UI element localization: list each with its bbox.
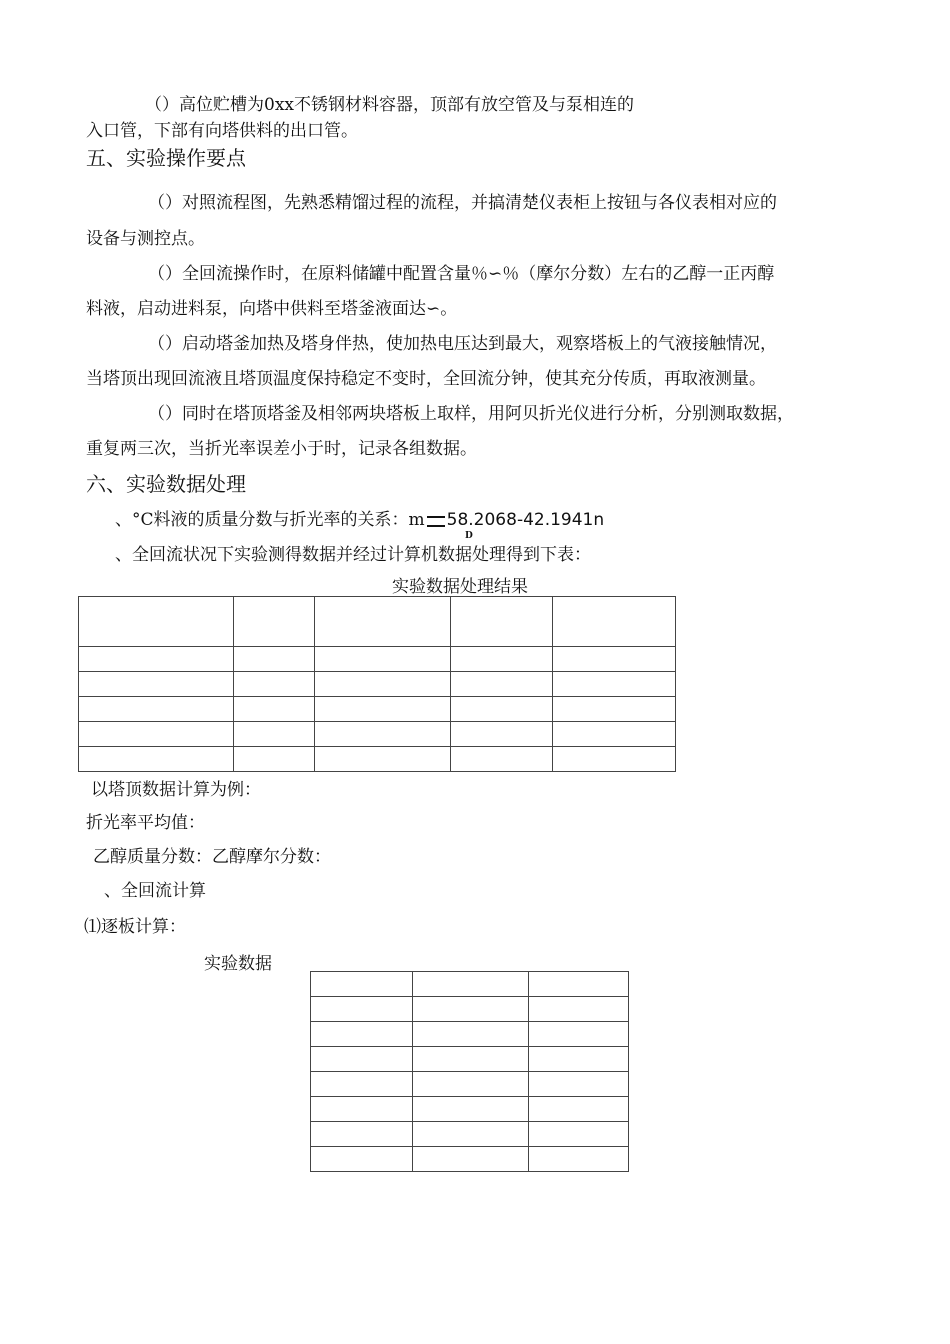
table-row bbox=[311, 1097, 629, 1122]
table-row bbox=[311, 1072, 629, 1097]
table-cell bbox=[311, 1122, 413, 1147]
table-cell bbox=[413, 1097, 529, 1122]
table-cell bbox=[315, 647, 451, 672]
table-cell bbox=[234, 697, 315, 722]
table-cell bbox=[311, 1047, 413, 1072]
table-cell bbox=[311, 997, 413, 1022]
table-cell bbox=[529, 997, 629, 1022]
experiment-data-table bbox=[310, 971, 629, 1172]
formula-prefix: 、°C料液的质量分数与折光率的关系：m bbox=[115, 510, 425, 530]
table-cell bbox=[553, 647, 676, 672]
table-cell bbox=[529, 1097, 629, 1122]
table-row bbox=[79, 597, 676, 647]
table-row bbox=[311, 1022, 629, 1047]
table-cell bbox=[315, 672, 451, 697]
table-cell bbox=[553, 697, 676, 722]
table-cell bbox=[315, 697, 451, 722]
section-heading-6: 六、实验数据处理 bbox=[86, 472, 246, 496]
table-row bbox=[79, 697, 676, 722]
paragraph-4-line-1: （）启动塔釜加热及塔身伴热，使加热电压达到最大，观察塔板上的气液接触情况， bbox=[148, 334, 777, 354]
paragraph-5-line-1: （）同时在塔顶塔釜及相邻两块塔板上取样，用阿贝折光仪进行分析，分别测取数据， bbox=[148, 404, 794, 424]
table-cell bbox=[311, 1147, 413, 1172]
table-cell bbox=[413, 1147, 529, 1172]
table-cell bbox=[234, 647, 315, 672]
table-cell bbox=[451, 747, 553, 772]
table-cell bbox=[413, 1122, 529, 1147]
table-cell bbox=[553, 747, 676, 772]
table-cell bbox=[553, 597, 676, 647]
table-cell bbox=[529, 1147, 629, 1172]
step-1-text: ⑴逐板计算： bbox=[84, 917, 186, 937]
table-cell bbox=[234, 597, 315, 647]
table-row bbox=[311, 972, 629, 997]
table-cell bbox=[529, 972, 629, 997]
table-2-title: 实验数据 bbox=[204, 954, 272, 974]
table-cell bbox=[451, 647, 553, 672]
table-cell bbox=[79, 697, 234, 722]
paragraph-3-line-1: （）全回流操作时，在原料储罐中配置含量％∽％（摩尔分数）左右的乙醇一正丙醇 bbox=[148, 264, 775, 284]
table-cell bbox=[451, 672, 553, 697]
paragraph-5-line-2: 重复两三次，当折光率误差小于时，记录各组数据。 bbox=[86, 439, 477, 459]
table-cell bbox=[529, 1072, 629, 1097]
table-cell bbox=[311, 1022, 413, 1047]
table-row bbox=[79, 747, 676, 772]
table-cell bbox=[315, 722, 451, 747]
paragraph-1-line-2: 入口管，下部有向塔供料的出口管。 bbox=[86, 121, 358, 141]
table-row bbox=[79, 722, 676, 747]
table-cell bbox=[529, 1122, 629, 1147]
item-3-text: 、全回流计算 bbox=[104, 881, 206, 901]
table-cell bbox=[413, 1022, 529, 1047]
table-cell bbox=[451, 722, 553, 747]
formula-subscript: D bbox=[465, 531, 473, 541]
table-cell bbox=[79, 647, 234, 672]
table-cell bbox=[413, 972, 529, 997]
table-1-title: 实验数据处理结果 bbox=[392, 577, 528, 597]
table-cell bbox=[553, 672, 676, 697]
table-cell bbox=[311, 1072, 413, 1097]
table-cell bbox=[315, 597, 451, 647]
table-cell bbox=[79, 722, 234, 747]
paragraph-3-line-2: 料液，启动进料泵，向塔中供料至塔釜液面达∽。 bbox=[86, 299, 458, 319]
table-row bbox=[79, 672, 676, 697]
results-table bbox=[78, 596, 676, 772]
table-row bbox=[311, 1122, 629, 1147]
table-cell bbox=[413, 997, 529, 1022]
table-row bbox=[311, 997, 629, 1022]
refractive-average-text: 折光率平均值： bbox=[86, 813, 205, 833]
table-cell bbox=[79, 672, 234, 697]
formula-value: 58.2068-42.1941n bbox=[446, 510, 605, 530]
table-cell bbox=[529, 1047, 629, 1072]
section-heading-5: 五、实验操作要点 bbox=[86, 146, 246, 170]
table-cell bbox=[234, 672, 315, 697]
table-row bbox=[311, 1047, 629, 1072]
paragraph-2-line-1: （）对照流程图，先熟悉精馏过程的流程，并搞清楚仪表柜上按钮与各仪表相对应的 bbox=[148, 193, 777, 213]
table-cell bbox=[413, 1047, 529, 1072]
table-row bbox=[79, 647, 676, 672]
equals-sign bbox=[427, 514, 445, 528]
example-text: 以塔顶数据计算为例： bbox=[91, 780, 261, 800]
table-row bbox=[311, 1147, 629, 1172]
table-cell bbox=[311, 972, 413, 997]
table-cell bbox=[315, 747, 451, 772]
table-cell bbox=[413, 1072, 529, 1097]
paragraph-4-line-2: 当塔顶出现回流液且塔顶温度保持稳定不变时，全回流分钟，使其充分传质，再取液测量。 bbox=[86, 369, 766, 389]
table-cell bbox=[553, 722, 676, 747]
paragraph-1-line-1: （）高位贮槽为0xx不锈钢材料容器，顶部有放空管及与泵相连的 bbox=[145, 95, 634, 115]
table-cell bbox=[234, 722, 315, 747]
table-cell bbox=[451, 597, 553, 647]
paragraph-2-line-2: 设备与测控点。 bbox=[86, 229, 205, 249]
table-cell bbox=[529, 1022, 629, 1047]
fractions-text: 乙醇质量分数：乙醇摩尔分数： bbox=[93, 847, 331, 867]
item-2-text: 、全回流状况下实验测得数据并经过计算机数据处理得到下表： bbox=[115, 545, 591, 565]
table-cell bbox=[79, 597, 234, 647]
table-cell bbox=[79, 747, 234, 772]
formula-line bbox=[115, 509, 604, 531]
table-cell bbox=[451, 697, 553, 722]
table-cell bbox=[234, 747, 315, 772]
table-cell bbox=[311, 1097, 413, 1122]
